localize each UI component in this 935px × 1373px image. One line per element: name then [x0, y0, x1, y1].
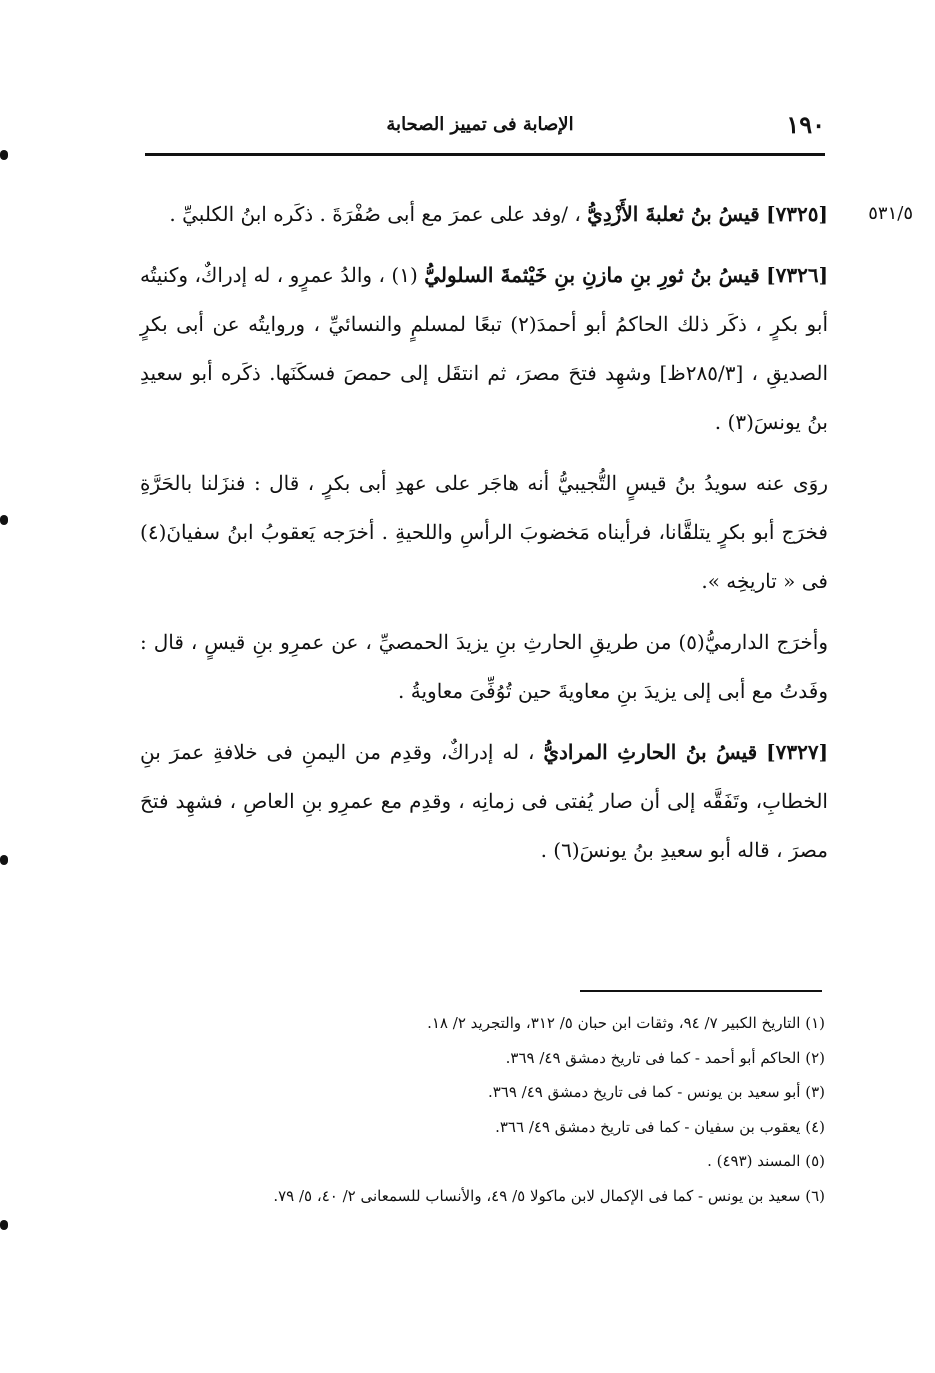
scan-mark [0, 515, 8, 525]
footnote-2: (٢) الحاكم أبو أحمد - كما فى تاريخ دمشق ٤٩/ ٣٦٩. [505, 1048, 825, 1067]
entry-number: [٧٣٢٧] [766, 740, 829, 764]
footnote-5: (٥) المسند (٤٩٣) . [707, 1152, 825, 1170]
paragraph-narration: روَى عنه سويدُ بنُ قيسٍ التُّجيبيُّ أنه هاجَر على عهدِ أبى بكرٍ ، قال : فنزَلنا بالحَرَّةِ فخرَج أبو بكرٍ يتلقَّانا، فرأيناه مَخضوبَ الرأسِ واللحيةِ . أخرَجه يَعقوبُ ابنُ سفيانَ(٤) فى « تاريخِه ». [140, 471, 828, 593]
entry-text: ، له إدراكٌ، وقدِم من اليمنِ فى خلافةِ عمرَ بنِ الخطابِ، وتَفَقَّه إلى أن صار يُفتى فى زمانِه ، وقدِم مع عمرِو بنِ العاصِ ، فشهِد فتحَ مصرَ ، قاله أبو سعيدِ بنُ يونسَ(٦) . [140, 740, 828, 862]
margin-reference: ٥٣١/٥ [868, 203, 913, 224]
scan-mark [0, 1220, 8, 1230]
page-number: ١٩٠ [786, 110, 825, 139]
header-rule [145, 153, 825, 156]
entry-7325 [140, 190, 828, 239]
running-title: الإصابة فى تمييز الصحابة [386, 114, 574, 135]
entry-name: قيسُ بنُ ثعلبةَ الأَزْدِيُّ [587, 202, 760, 226]
entry-text: (١) ، والدُ عمرٍو ، له إدراكٌ، وكنيتُه أبو بكرٍ ، ذكَر ذلك الحاكمُ أبو أحمدَ(٢) تبعًا لمسلمٍ والنسائيِّ ، وروايتُه عن أبى بكرٍ الصديقِ ، [٢٨٥/٣ظ] وشهِد فتحَ مصرَ، ثم انتقَل إلى حمصَ فسكَنَها. ذكَره أبو سعيدِ بنُ يونسَ(٣) . [140, 263, 828, 434]
entry-7326 [140, 251, 828, 447]
scan-mark [0, 150, 8, 160]
entry-name: قيسُ بنُ الحارثِ المراديُّ [543, 740, 758, 764]
page-header [145, 110, 825, 150]
footnote-4: (٤) يعقوب بن سفيان - كما فى تاريخ دمشق ٤٩/ ٣٦٦. [495, 1117, 825, 1136]
footnotes [140, 1006, 825, 1213]
entry-number: [٧٣٢٦] [766, 263, 829, 287]
footnote-3: (٣) أبو سعيد بن يونس - كما فى تاريخ دمشق ٤٩/ ٣٦٩. [487, 1083, 825, 1101]
footnote-1: (١) التاريخ الكبير ٧/ ٩٤، وثقات ابن حبان ٥/ ٣١٢، والتجريد ٢/ ١٨. [427, 1014, 825, 1032]
footnote-6: (٦) سعيد بن يونس - كما فى الإكمال لابن ماكولا ٥/ ٤٩، والأنساب للسمعانى ٢/ ٤٠، ٥/ ٧٩. [273, 1186, 825, 1205]
entry-7327 [140, 728, 828, 875]
entry-name: قيسُ بنُ ثورِ بنِ مازنِ بنِ خَيْثمةَ السلوليُّ [424, 263, 760, 287]
paragraph-darimi: وأخرَج الدارميُّ(٥) من طريقِ الحارثِ بنِ يزيدَ الحمصيِّ ، عن عمرِو بنِ قيسٍ ، قال : وفَدتُ مع أبى إلى يزيدَ بنِ معاويةَ حين تُوُفِّىَ معاويةُ . [140, 630, 828, 703]
scan-mark [0, 855, 8, 865]
footnote-rule [580, 990, 822, 992]
entry-text: ، /وفد على عمرَ مع أبى صُفْرَةَ . ذكَره ابنُ الكلبيِّ . [169, 202, 581, 226]
entry-number: [٧٣٢٥] [766, 202, 828, 226]
main-text [140, 190, 828, 887]
